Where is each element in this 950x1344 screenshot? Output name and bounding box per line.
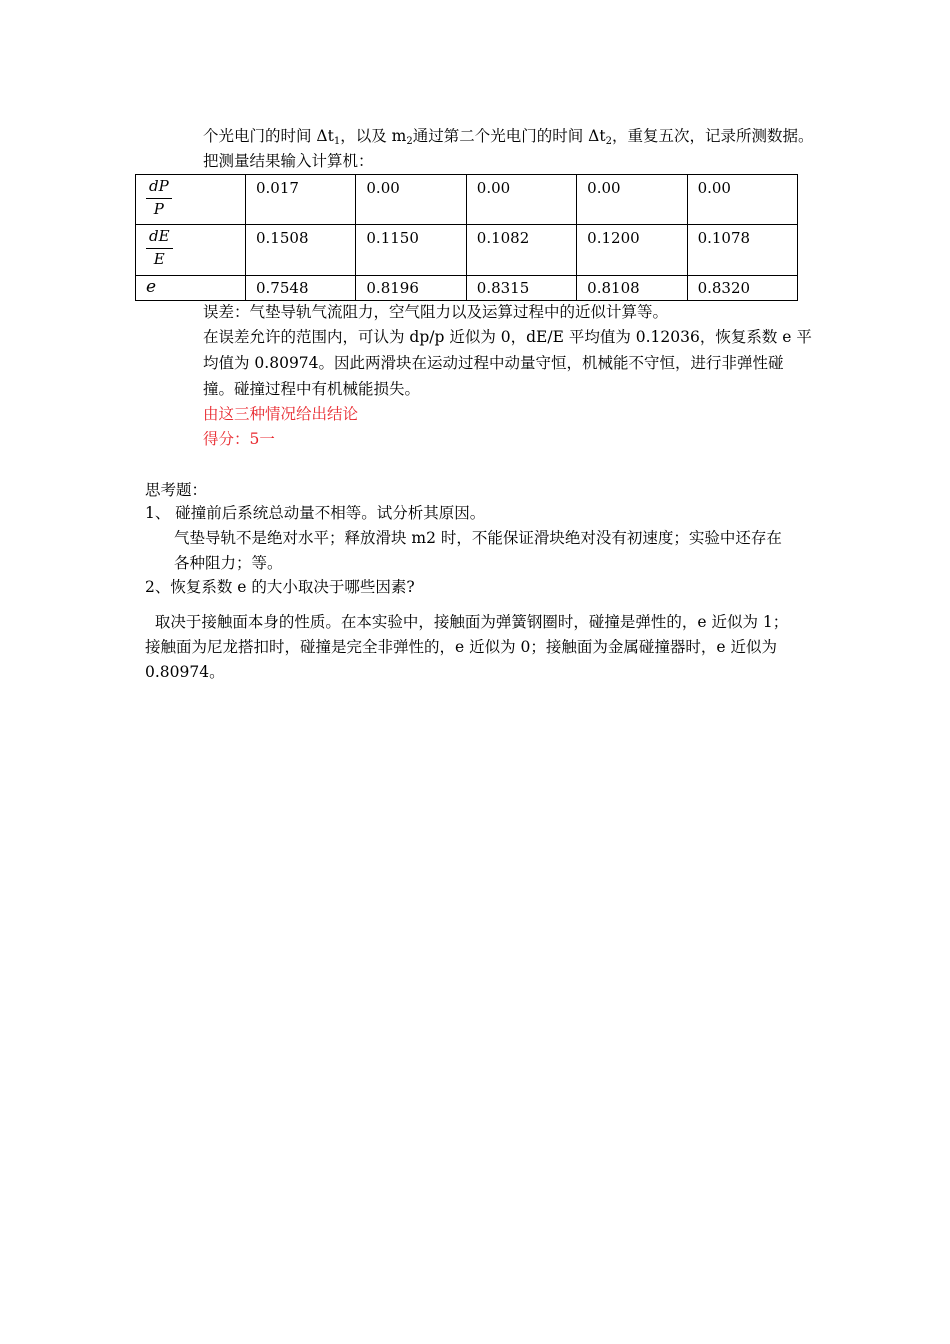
error-sources: 误差：气垫导轨气流阻力，空气阻力以及运算过程中的近似计算等。 — [203, 303, 669, 321]
row-label-e — [136, 276, 246, 301]
question-2: 2、恢复系数 e 的大小取决于哪些因素? — [145, 578, 415, 596]
table-cell: 0.7548 — [246, 276, 356, 301]
answer-2-line-2: 接触面为尼龙搭扣时，碰撞是完全非弹性的，e 近似为 0；接触面为金属碰撞器时，e 近似为 — [145, 638, 777, 656]
fraction-numerator: dP — [149, 177, 169, 195]
answer-1-line-2: 各种阻力；等。 — [174, 554, 283, 572]
questions-heading: 思考题： — [145, 481, 208, 499]
intro-text-b: ，以及 m — [340, 127, 407, 145]
intro-line-1 — [203, 124, 813, 148]
conclusion-line-3: 撞。碰撞过程中有机械能损失。 — [203, 380, 421, 398]
fraction-dp-over-p — [146, 177, 172, 219]
intro-sub-2: 2 — [406, 136, 413, 147]
table-cell: 0.1078 — [687, 225, 797, 276]
table-row-de — [136, 225, 798, 276]
fraction-bar — [146, 198, 172, 199]
fraction-bar — [146, 248, 173, 249]
conclusion-line-1: 在误差允许的范围内，可认为 dp/p 近似为 0，dE/E 平均值为 0.12036，恢复系数 e 平 — [203, 328, 812, 346]
label-e: e — [146, 277, 157, 297]
table-cell: 0.1200 — [577, 225, 687, 276]
intro-line-2: 把测量结果输入计算机： — [203, 152, 374, 170]
fraction-numerator: dE — [149, 227, 170, 245]
fraction-denominator: P — [153, 200, 164, 218]
table-cell: 0.1508 — [246, 225, 356, 276]
answer-2-line-3: 0.80974。 — [145, 663, 225, 681]
intro-text-c: 通过第二个光电门的时间 Δt — [412, 127, 606, 145]
table-cell: 0.00 — [687, 175, 797, 225]
intro-text-a: 个光电门的时间 Δt — [203, 127, 334, 145]
table-cell: 0.8108 — [577, 276, 687, 301]
grader-comment: 由这三种情况给出结论 — [203, 405, 359, 423]
question-1: 1、 碰撞前后系统总动量不相等。试分析其原因。 — [145, 504, 486, 522]
results-table — [135, 174, 798, 301]
table-cell: 0.8196 — [356, 276, 466, 301]
answer-1-line-1: 气垫导轨不是绝对水平；释放滑块 m2 时，不能保证滑块绝对没有初速度；实验中还存在 — [174, 529, 782, 547]
answer-2-line-1: 取决于接触面本身的性质。在本实验中，接触面为弹簧钢圈时，碰撞是弹性的，e 近似为 1； — [145, 613, 789, 631]
table-cell: 0.8315 — [466, 276, 576, 301]
intro-sub-3: 2 — [605, 136, 612, 147]
conclusion-line-2: 均值为 0.80974。因此两滑块在运动过程中动量守恒，机械能不守恒，进行非弹性碰 — [203, 354, 784, 372]
table-cell: 0.017 — [246, 175, 356, 225]
row-label-de — [136, 225, 246, 276]
table-cell: 0.00 — [466, 175, 576, 225]
intro-sub-1: 1 — [333, 136, 341, 147]
fraction-de-over-e — [146, 227, 173, 269]
table-row-e — [136, 276, 798, 301]
table-cell: 0.8320 — [687, 276, 797, 301]
fraction-denominator: E — [153, 250, 165, 268]
intro-text-d: ，重复五次，记录所测数据。 — [611, 127, 814, 145]
table-row-dp — [136, 175, 798, 225]
score: 得分：5一 — [203, 430, 275, 448]
table-cell: 0.1082 — [466, 225, 576, 276]
table-cell: 0.1150 — [356, 225, 466, 276]
row-label-dp — [136, 175, 246, 225]
table-cell: 0.00 — [356, 175, 466, 225]
table-cell: 0.00 — [577, 175, 687, 225]
